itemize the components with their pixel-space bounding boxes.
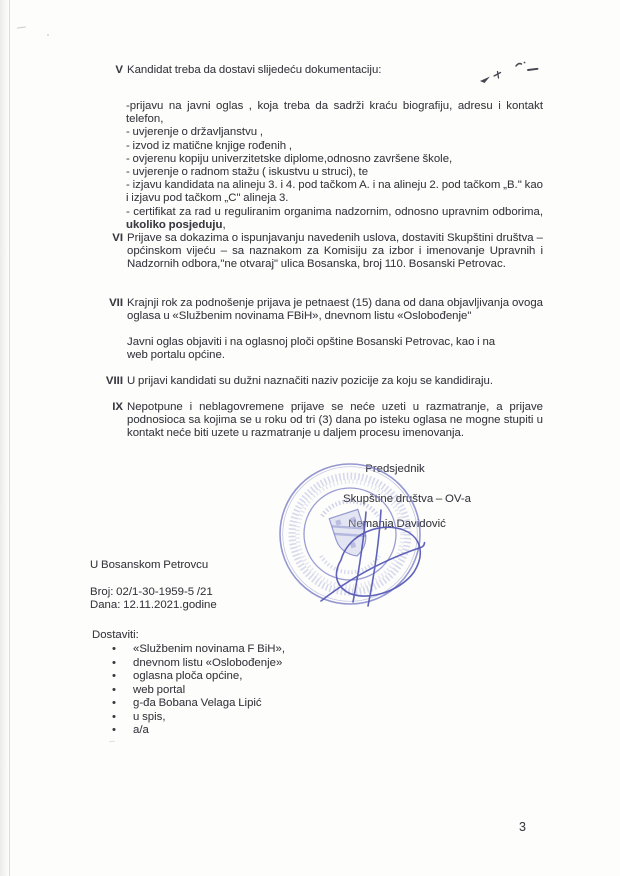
list-item-certificate [126, 206, 543, 232]
distribution-item: web portal [133, 683, 186, 696]
list-item: - izjavu kandidata na alineju 3. i 4. pod tačkom A. i na alineju 2. pod tačkom „B." kao i izjavu pod tačkom „C" alineja 3. [126, 179, 543, 205]
section-viii-number: VIII [105, 375, 123, 387]
section-vii [97, 297, 543, 323]
signature-stroke [353, 512, 366, 602]
pen-mark-arrowhead [480, 77, 490, 84]
paragraph-line: web portalu općine. [127, 349, 225, 362]
bullet-icon: • [112, 683, 116, 696]
reference-number: Broj: 02/1-30-1959-5 /21 [90, 586, 213, 598]
distribution-item: oglasna ploča općine, [133, 670, 243, 682]
signature-stroke [368, 510, 381, 606]
signature-title: Predsjednik [365, 463, 425, 475]
section-vi-text: Prijave sa dokazima o ispunjavanju navedenih uslova, dostaviti Skupštini društva – općinskom vijeću – sa naznakom za Komisiju za izbor i imenovanje Upravnih i Nadzornih odbora,"ne otvaraj" ulica Bosanska, broj 110. Bosanski Petrovac. [127, 232, 543, 271]
section-vi-number: VI [112, 232, 123, 244]
section-ix [97, 401, 543, 441]
section-v-number: V [115, 64, 123, 76]
list-item: - izvod iz matične knjige rođenih , [126, 139, 293, 152]
distribution-item: dnevnom listu «Oslobođenje» [133, 656, 283, 669]
list-item [112, 657, 285, 671]
scan-speck [17, 26, 26, 28]
date-line: Dana: 12.11.2021.godine [90, 599, 217, 611]
section-v-heading [97, 64, 543, 77]
distribution-item: g-đa Bobana Velaga Lipić [133, 697, 262, 709]
signature-subtitle: Skupštine društva – OV-a [343, 493, 471, 505]
section-v-heading-text: Kandidat treba da dostavi slijedeću dokumentaciju: [127, 64, 382, 76]
scan-speck [47, 34, 49, 36]
list-item: - uvjerenje o državljanstvu , [126, 126, 264, 139]
section-ix-number: IX [112, 401, 123, 413]
list-item [112, 684, 285, 698]
bullet-icon: • [112, 643, 116, 655]
list-item: - ovjerenu kopiju univerzitetske diplome,odnosno završene škole, [126, 152, 453, 165]
list-item [112, 724, 285, 738]
bullet-icon: • [112, 697, 116, 709]
list-item [112, 697, 285, 711]
paragraph-line: Javni oglas objaviti i na oglasnoj ploči opštine Bosanski Petrovac, kao i na [127, 336, 496, 348]
section-viii [97, 375, 543, 388]
section-ix-text: Nepotpune i neblagovremene prijave se neće uzeti u razmatranje, a prijave podnosioca sa kojima se u roku od tri (3) dana po isteku oglasa ne mogne stupiti u kontakt neće biti uzete u razmatranje u daljem procesu imenovanja. [127, 401, 543, 440]
bullet-icon: • [112, 710, 116, 723]
bullet-icon: • [112, 656, 116, 669]
bullet-icon: • [112, 724, 116, 736]
bullet-icon: • [112, 670, 116, 682]
distribution-item: u spis, [133, 710, 166, 723]
list-item [112, 643, 285, 657]
certificate-suffix: , [222, 218, 226, 231]
distribute-heading: Dostaviti: [92, 629, 139, 641]
page-number: 3 [519, 820, 526, 834]
distribution-item: «Službenim novinama F BiH», [133, 643, 286, 655]
distribution-list [112, 643, 285, 738]
handwritten-signature [300, 498, 432, 616]
list-item [112, 711, 285, 725]
signatory-name: Nemanja Davidović [348, 518, 446, 530]
section-vi [97, 232, 543, 272]
section-viii-text: U prijavi kandidati su dužni naznačiti naziv pozicije za koju se kandidiraju. [127, 375, 493, 387]
certificate-bold-text: ukoliko posjeduju [126, 218, 223, 231]
section-vii-text: Krajnji rok za podnošenje prijava je petnaest (15) dana od dana objavljivanja ovoga oglasa u «Službenim novinama FBiH», dnevnom listu «Oslobođenje" [127, 297, 543, 323]
scan-edge-shadow [0, 0, 10, 876]
section-v-items [126, 100, 543, 232]
distribution-item: a/a [133, 724, 149, 736]
scan-speck [109, 741, 115, 743]
list-item: -prijavu na javni oglas , koja treba da sadrži kraću biografiju, adresu i kontakt telefon, [126, 100, 543, 126]
section-vii-paragraph2 [127, 336, 557, 362]
section-vii-number: VII [109, 297, 123, 309]
place-line: U Bosanskom Petrovcu [90, 559, 209, 571]
list-item: - uvjerenje o radnom stažu ( iskustvu u struci), te [126, 166, 369, 179]
certificate-text: - certifikat za rad u reguliranim organima nadzornim, odnosno upravnim odborima, [126, 205, 543, 218]
list-item [112, 670, 285, 684]
